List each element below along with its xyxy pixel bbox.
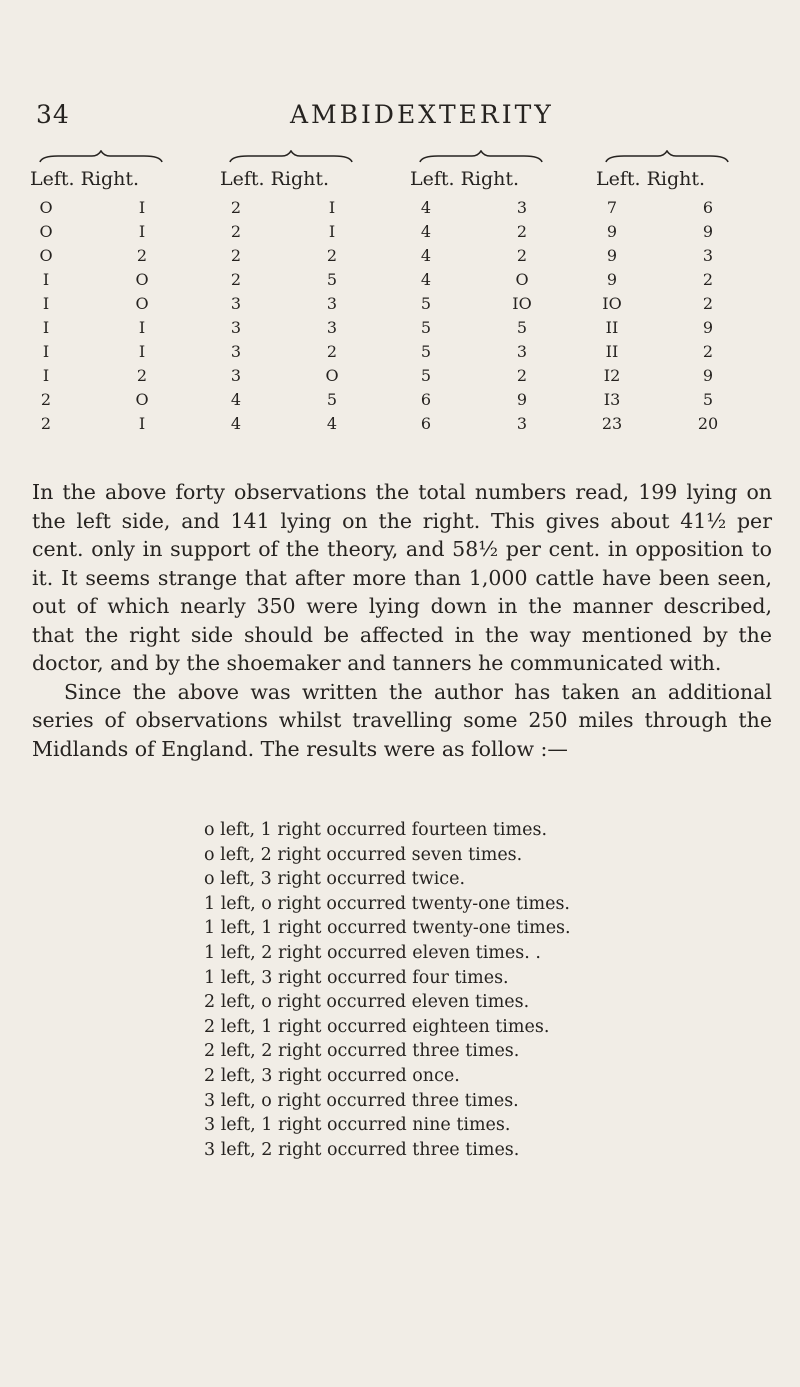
left-value: 3	[230, 294, 242, 313]
left-value: I	[42, 318, 50, 337]
table-group-4	[596, 150, 768, 433]
right-value: 2	[136, 246, 148, 265]
left-header: Left.	[596, 168, 641, 190]
table-row	[596, 342, 768, 366]
table-rows	[30, 198, 202, 438]
right-value: I	[138, 222, 146, 241]
right-value: 2	[516, 246, 528, 265]
page-header	[36, 100, 756, 136]
left-value: 4	[230, 390, 242, 409]
left-value: 4	[230, 414, 242, 433]
table-row	[30, 342, 202, 366]
table-row	[30, 222, 202, 246]
table-rows	[410, 198, 582, 438]
left-value: 5	[420, 318, 432, 337]
table-row	[596, 270, 768, 294]
right-header: Right.	[646, 168, 706, 190]
table-row	[410, 294, 582, 318]
right-value: O	[135, 270, 149, 289]
right-value: 9	[516, 390, 528, 409]
left-value: 6	[420, 390, 432, 409]
table-row	[410, 198, 582, 222]
left-value: 2	[230, 222, 242, 241]
left-value: 7	[606, 198, 618, 217]
right-value: 9	[702, 366, 714, 385]
right-value: O	[515, 270, 529, 289]
result-line: 2 left, 2 right occurred three times.	[204, 1041, 520, 1062]
left-value: I	[42, 366, 50, 385]
table-row	[30, 390, 202, 414]
table-row	[596, 318, 768, 342]
left-value: I3	[603, 390, 621, 409]
left-header: Left.	[30, 168, 75, 190]
brace-icon	[604, 150, 730, 164]
brace-icon	[38, 150, 164, 164]
left-value: I	[42, 294, 50, 313]
left-value: II	[605, 342, 619, 361]
right-value: O	[325, 366, 339, 385]
result-line: 1 left, 3 right occurred four times.	[204, 967, 509, 988]
right-value: 5	[516, 318, 528, 337]
left-value: 4	[420, 198, 432, 217]
table-row	[220, 414, 392, 438]
table-row	[596, 390, 768, 414]
result-line: 1 left, 1 right occurred twenty-one times.	[204, 918, 571, 939]
right-header: Right.	[270, 168, 330, 190]
column-headers	[220, 168, 329, 190]
table-row	[596, 294, 768, 318]
right-value: 3	[326, 318, 338, 337]
right-value: O	[135, 390, 149, 409]
result-line: 2 left, 1 right occurred eighteen times.	[204, 1016, 550, 1037]
right-value: 9	[702, 222, 714, 241]
right-value: 4	[326, 414, 338, 433]
table-row	[596, 222, 768, 246]
column-headers	[596, 168, 705, 190]
page-number: 34	[36, 100, 70, 129]
right-value: 3	[516, 342, 528, 361]
right-value: 5	[326, 390, 338, 409]
table-row	[30, 270, 202, 294]
brace-icon	[418, 150, 544, 164]
right-value: 2	[326, 342, 338, 361]
table-row	[220, 318, 392, 342]
left-value: 2	[230, 270, 242, 289]
right-value: 2	[516, 222, 528, 241]
left-value: O	[39, 246, 53, 265]
left-value: I	[42, 342, 50, 361]
left-value: 23	[601, 414, 623, 433]
running-title: AMBIDEXTERITY	[290, 100, 554, 129]
results-list	[204, 818, 764, 1162]
table-row	[30, 294, 202, 318]
table-group-1	[30, 150, 202, 433]
right-value: 9	[702, 318, 714, 337]
right-value: 3	[326, 294, 338, 313]
table-row	[410, 342, 582, 366]
table-group-3	[410, 150, 582, 433]
table-row	[410, 366, 582, 390]
table-row	[30, 246, 202, 270]
right-value: 2	[702, 342, 714, 361]
right-value: I	[328, 222, 336, 241]
left-value: 4	[420, 270, 432, 289]
left-header: Left.	[410, 168, 455, 190]
table-row	[30, 318, 202, 342]
paragraph: In the above forty observations the total numbers read, 199 lying on the left side, and 141 lying on the right. This gives about 41½ per cent. only in support of the theory, and 58½ per cent. in opposition to it. It seems strange that after more than 1,000 cattle have been seen, out of which nearly 350 were lying down in the manner described, that the right side should be affected in the way mentioned by the doctor, and by the shoemaker and tanners he communicated with.	[32, 480, 772, 675]
table-row	[596, 414, 768, 438]
table-row	[220, 294, 392, 318]
table-row	[220, 270, 392, 294]
result-line: 3 left, 1 right occurred nine times.	[204, 1115, 511, 1136]
left-value: O	[39, 222, 53, 241]
table-row	[410, 318, 582, 342]
right-header: Right.	[460, 168, 520, 190]
right-value: 2	[136, 366, 148, 385]
right-value: I	[138, 414, 146, 433]
result-line: o left, 3 right occurred twice.	[204, 869, 466, 890]
left-value: 2	[230, 246, 242, 265]
left-value: 9	[606, 270, 618, 289]
right-value: 3	[702, 246, 714, 265]
result-line: o left, 2 right occurred seven times.	[204, 844, 523, 865]
right-value: IO	[512, 294, 532, 313]
left-value: IO	[602, 294, 622, 313]
left-value: I	[42, 270, 50, 289]
table-row	[30, 414, 202, 438]
table-row	[30, 198, 202, 222]
right-value: 5	[702, 390, 714, 409]
right-value: I	[138, 198, 146, 217]
right-value: 6	[702, 198, 714, 217]
table-row	[596, 366, 768, 390]
table-row	[410, 414, 582, 438]
left-value: I2	[603, 366, 621, 385]
right-value: 2	[516, 366, 528, 385]
table-row	[220, 222, 392, 246]
left-value: 3	[230, 318, 242, 337]
left-value: 3	[230, 366, 242, 385]
result-line: 1 left, 2 right occurred eleven times. .	[204, 942, 541, 963]
table-group-2	[220, 150, 392, 433]
left-value: 4	[420, 246, 432, 265]
left-value: O	[39, 198, 53, 217]
right-header: Right.	[80, 168, 140, 190]
right-value: 3	[516, 414, 528, 433]
result-line: 2 left, o right occurred eleven times.	[204, 992, 530, 1013]
result-line: 3 left, 2 right occurred three times.	[204, 1139, 520, 1160]
table-rows	[596, 198, 768, 438]
column-headers	[30, 168, 139, 190]
left-value: 5	[420, 294, 432, 313]
left-header: Left.	[220, 168, 265, 190]
left-value: 9	[606, 246, 618, 265]
left-value: II	[605, 318, 619, 337]
table-row	[220, 390, 392, 414]
table-row	[596, 246, 768, 270]
left-value: 2	[40, 414, 52, 433]
right-value: 3	[516, 198, 528, 217]
table-row	[220, 198, 392, 222]
left-value: 2	[40, 390, 52, 409]
table-row	[410, 246, 582, 270]
paragraph: Since the above was written the author has taken an additional series of observations whilst travelling some 250 miles through the Midlands of England. The results were as follow :—	[32, 679, 772, 761]
table-row	[220, 366, 392, 390]
left-value: 2	[230, 198, 242, 217]
left-value: 3	[230, 342, 242, 361]
result-line: 3 left, o right occurred three times.	[204, 1090, 519, 1111]
right-value: 20	[697, 414, 719, 433]
table-row	[410, 270, 582, 294]
table-row	[410, 222, 582, 246]
table-row	[410, 390, 582, 414]
right-value: 5	[326, 270, 338, 289]
right-value: 2	[326, 246, 338, 265]
right-value: I	[138, 342, 146, 361]
result-line: 2 left, 3 right occurred once.	[204, 1065, 460, 1086]
right-value: I	[328, 198, 336, 217]
result-line: o left, 1 right occurred fourteen times.	[204, 820, 548, 840]
right-value: 2	[702, 270, 714, 289]
body-text	[32, 478, 772, 763]
table-row	[596, 198, 768, 222]
right-value: 2	[702, 294, 714, 313]
left-value: 5	[420, 366, 432, 385]
right-value: O	[135, 294, 149, 313]
table-rows	[220, 198, 392, 438]
left-value: 9	[606, 222, 618, 241]
column-headers	[410, 168, 519, 190]
left-value: 4	[420, 222, 432, 241]
table-row	[220, 246, 392, 270]
brace-icon	[228, 150, 354, 164]
table-row	[220, 342, 392, 366]
right-value: I	[138, 318, 146, 337]
left-value: 6	[420, 414, 432, 433]
left-value: 5	[420, 342, 432, 361]
result-line: 1 left, o right occurred twenty-one times.	[204, 893, 570, 914]
table-row	[30, 366, 202, 390]
